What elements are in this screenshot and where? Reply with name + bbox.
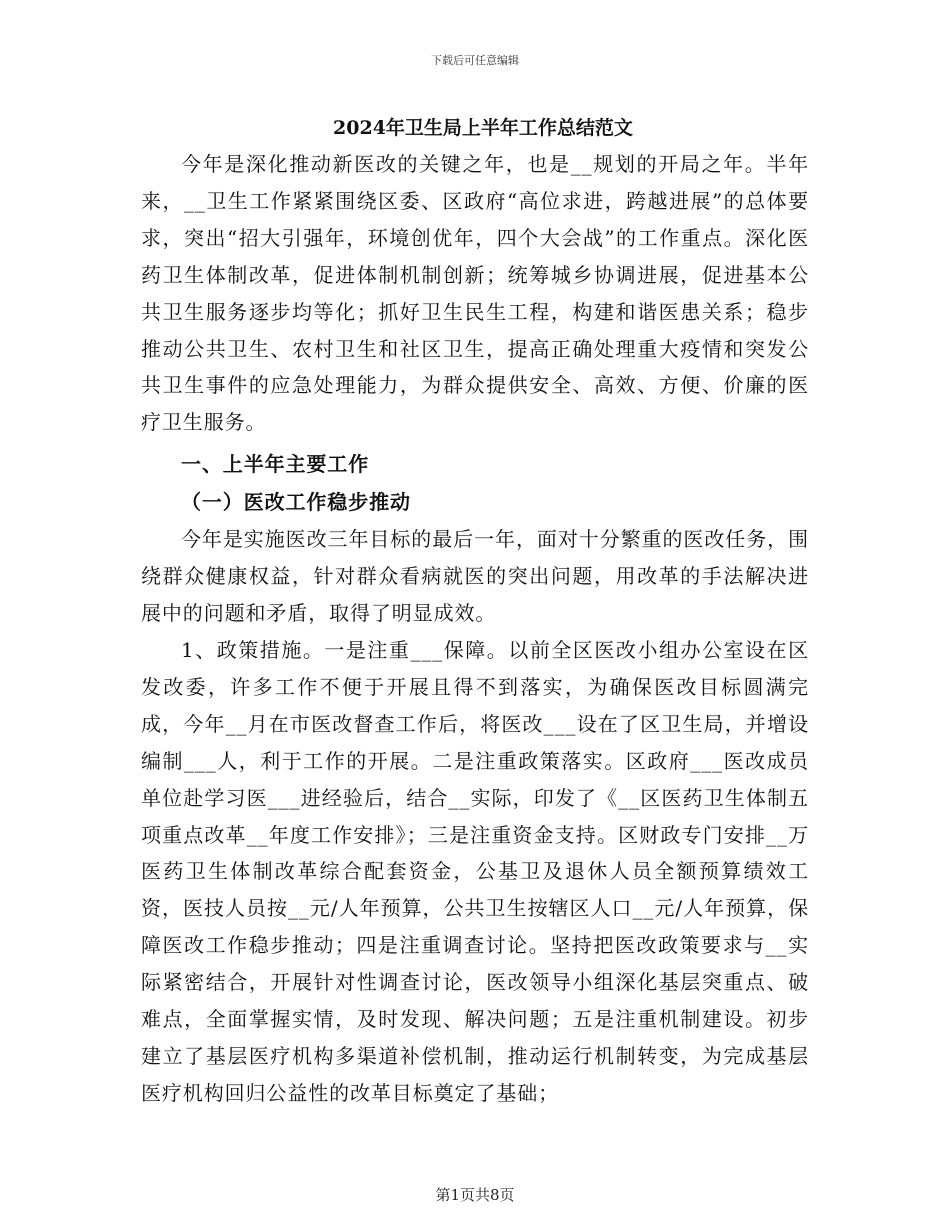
- document-title: 2024年卫生局上半年工作总结范文: [333, 117, 633, 139]
- page-header: 下载后可任意编辑: [431, 54, 519, 67]
- section-heading: 一、上半年主要工作: [181, 452, 370, 477]
- paragraph-text: 1、政策措施。一是注重___保障。以前全区医改小组办公室设在区发改委，许多工作不便于开展且得不到落实，为确保医改目标圆满完成，今年__月在市医改督查工作后，将医改___设在了区卫生局，并增设编制___人，利于工作的开展。二是注重政策落实。区政府___医改成员单位赴学习医___进经验后，结合__实际，印发了《__区医药卫生体制五项重点改革__年度工作安排》；三是注重资金支持。区财政专门安排__万医药卫生体制改革综合配套资金，公基卫及退休人员全额预算绩效工资，医技人员按__元/人年预算，公共卫生按辖区人口__元/人年预算，保障医改工作稳步推动；四是注重调查讨论。坚持把医改政策要求与__实际紧密结合，开展针对性调查讨论，医改领导小组深化基层突重点、破难点，全面掌握实情，及时发现、解决问题；五是注重机制建设。初步建立了基层医疗机构多渠道补偿机制，推动运行机制转变，为完成基层医疗机构回归公益性的改革目标奠定了基础；: [141, 637, 809, 1105]
- document-body: [141, 110, 809, 1112]
- intro-text: 今年是深化推动新医改的关键之年，也是__规划的开局之年。半年来，__卫生工作紧紧围绕区委、区政府“高位求进，跨越进展”的总体要求，突出“招大引强年，环境创优年，四个大会战”的工作重点。深化医药卫生体制改革，促进体制机制创新；统筹城乡协调进展，促进基本公共卫生服务逐步均等化；抓好卫生民生工程，构建和谐医患关系；稳步推动公共卫生、农村卫生和社区卫生，提高正确处理重大疫情和突发公共卫生事件的应急处理能力，为群众提供安全、高效、方便、价廉的医疗卫生服务。: [141, 152, 809, 435]
- body-paragraph: [141, 632, 809, 1112]
- page-footer: 第1页共8页: [435, 1186, 515, 1204]
- subsection-heading: （一）医改工作稳步推动: [181, 490, 411, 515]
- body-paragraph: [141, 521, 809, 632]
- paragraph-text: 今年是实施医改三年目标的最后一年，面对十分繁重的医改任务，围绕群众健康权益，针对群众看病就医的突出问题，用改革的手法解决进展中的问题和矛盾，取得了明显成效。: [141, 527, 809, 626]
- intro-paragraph: [141, 146, 809, 441]
